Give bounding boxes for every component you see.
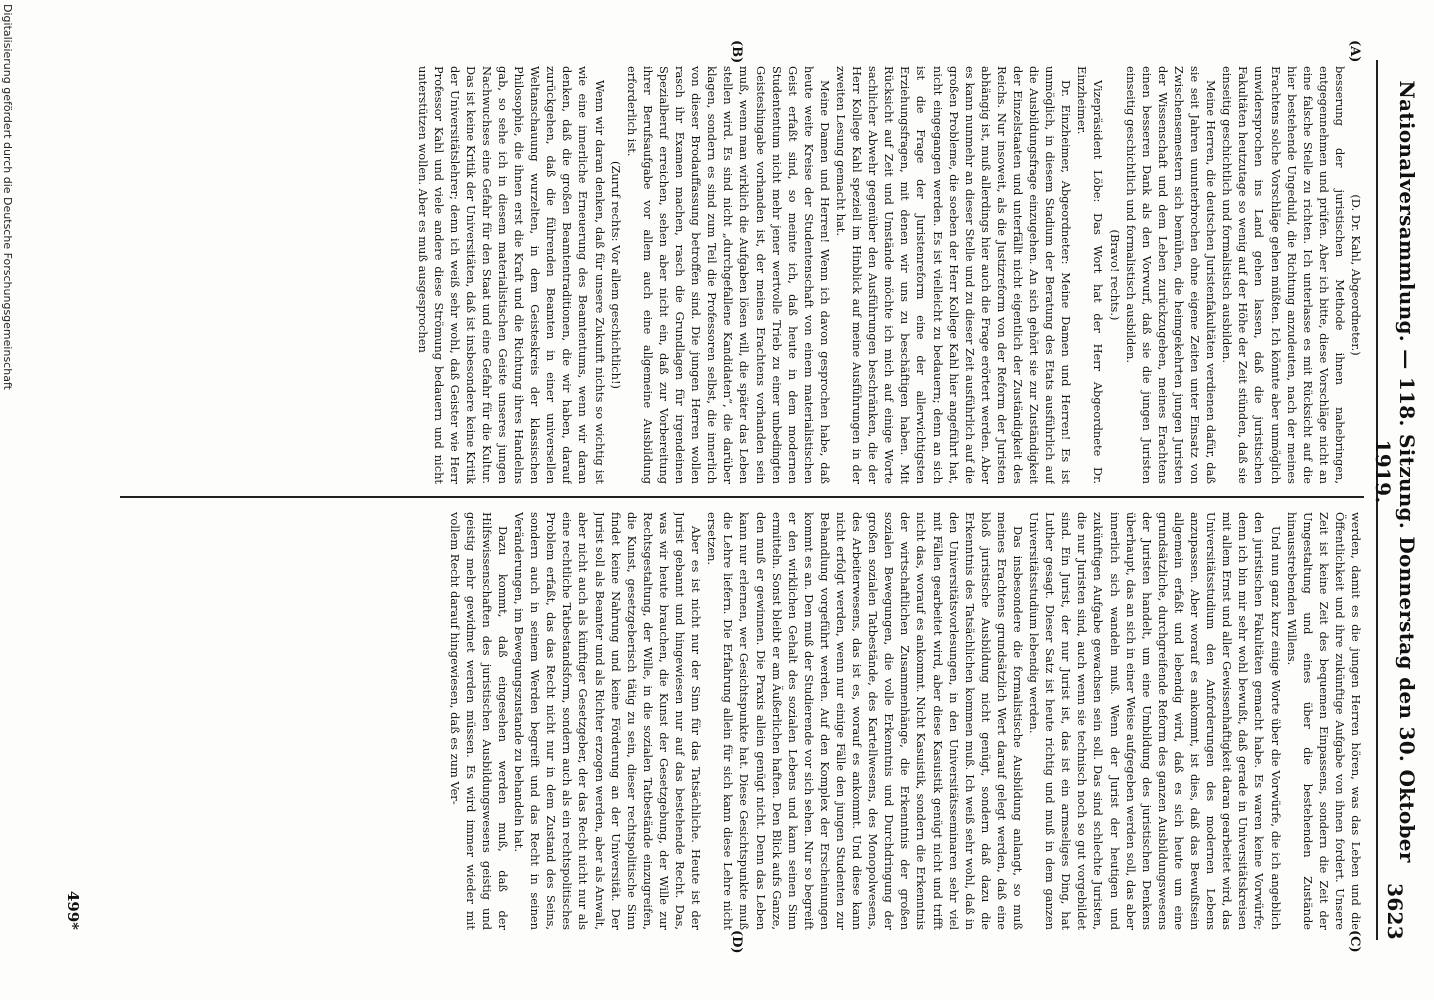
left-text-column [100,66,1364,484]
margin-marker-c: (C) [1347,930,1362,953]
right-text-column [100,512,1364,930]
page-number: 3623 [1383,883,1407,940]
interjection-zuruf: (Zuruf rechts: Vor allem geschichtlich!) [608,161,623,389]
left-paragraph-vizepraesident: Vizepräsident Löbe: Das Wort hat der Herr Abgeordnete Dr. Einzheimer. [1075,66,1106,484]
right-paragraph-3: Das insbesondere die formalistische Ausbildung anlangt, so muß meines Erachtens grundsätzlich Wert darauf gelegt werden, daß eine bloß juristische Ausbildung nicht genügt, sondern daß dazu die Erkenntnis des Tatsächlichen kommen muß. Ich weiß sehr wohl, daß in den Universitätsvorlesungen, in den Universitätsseminaren sehr viel mit Fällen gearbeitet wird, aber diese Kasuistik genügt nicht und trifft nicht das, worauf es ankommt. Nicht Kasuistik, sondern die Erkenntnis der wirtschaftlichen Zusammenhänge, die Erkenntnis der großen sozialen Bewegungen, die volle Erkenntnis und Durchdringung der großen sozialen Tatbestände, des Kartellwesens, des Monopolwesens, des Arbeiterwesens, das ist es, worauf es ankommt. Und diese kann nicht erfolgt werden, wenn nur einige Fälle den jungen Studenten zur Behandlung vorgeführt werden. Auf den Komplex der Erscheinungen kommt es an. Den muß der Studierende vor sich sehen. Nur so begreift er den wirklichen Gehalt des sozialen Lebens und kann seinen Sinn ermitteln. Sonst bleibt er am Äußerlichen haften. Den Blick aufs Ganze, den muß er gewinnen. Die Praxis allein genügt nicht. Denn das Leben kann nur erlernen, wer Gesichtspunkte hat. Diese Gesichtspunkte muß die Lehre liefern. Die Erfahrung allein für sich kann diese Lehre nicht ersetzen. [705,512,1026,930]
left-paragraph-8: Wenn wir daran denken, daß für unsere Zukunft nichts so wichtig ist wie eine innerliche Erneuerung des Beamtentums, wenn wir daran denken, daß die großen Beamtentraditionen, die wir haben, darauf zurückgehen, daß die führenden Beamten in einer universellen Weltanschauung wurzelten, in dem Geisteskreis der klassischen Philosophie, die ihnen erst die Kraft und die Richtung ihres Handelns gab, so sehe ich in diesem materialistischen Geiste unseres jungen Nachwuchses eine Gefahr für den Staat und eine Gefahr für die Kultur. Das ist keine Kritik der Universitäten, daß ist insbesondere keine Kritik der Universitätslehrer; denn ich weiß sehr wohl, daß Geister wie Herr Professor Kahl und viele andere diese Strömung bedauern und nicht unterstützen wollen. Aber es muß ausgesprochen [415,66,607,484]
left-paragraph-2: Meine Herren, die deutschen Juristenfakultäten verdienen dafür, daß sie seit Jahren ununterbrochen ohne eigene Zeiten unter Einsatz von Zwischensemestern sich bemühen, die heimgekehrten jungen Juristen der Wissenschaft und dem Leben zurückzugeben, meines Erachtens einen besseren Dank als den Vorwurf, daß sie die jungen Juristen einseitig geschichtlich und formalistisch ausbilden. [1123,66,1219,484]
right-paragraph-1: werden, damit es die jungen Herren hören, was das Leben und die Öffentlichkeit und ihre zukünftige Aufgabe von ihnen fordert. Unsere Zeit ist keine Zeit des bequemen Einpassens, sondern die Zeit der Umgestaltung und eines über die bestehenden Zustände hinausstrebenden Willens. [1284,512,1363,930]
margin-marker-d: (D) [729,930,744,954]
margin-marker-a: (A) [1347,40,1362,63]
right-paragraph-2: Und nun ganz kurz einige Worte über die Vorwürfe, die ich angeblich den juristischen Fakultäten gemacht habe. Es waren keine Vorwürfe; denn ich bin mir sehr wohl bewußt, daß gerade in Universitätskreisen mit allem Ernst und aller Gewissenhaftigkeit daran gearbeitet wird, das Universitätsstudium den Anforderungen des modernen Lebens anzupassen. Aber worauf es ankommt, ist dies, daß das Bewußtsein allgemein erfaßt und lebendig wird, daß es sich heute um eine grundsätzliche, durchgreifende Reform des ganzen Ausbildungswesens der Juristen handelt, um eine Umbildung des juristischen Denkens überhaupt, das an sich in einer Weise aufgegeben werden soll, das aber innerlich sich wandeln muß. Wenn der Jurist der heutigen und zukünftigen Aufgabe gewachsen sein soll. Das sind schlechte Juristen, die nur Juristen sind, auch wenn sie technisch noch so gut vorgebildet sind. Ein Jurist, der nur Jurist ist, das ist ein armseliges Ding, hat Luther gesagt. Dieser Satz ist heute richtig und muß in dem ganzen Universitätsstudium lebendig werden. [1027,512,1283,930]
left-paragraph-einzheimer: Dr. Einzheimer, Abgeordneter: Meine Damen und Herren! Es ist unmöglich, in diesem Stadium der Beratung des Etats ausführlich auf die Ausbildungsfrage einzugehen. An sich gehört sie zur Zuständigkeit der Einzelstaaten und unterfällt nicht eigentlich der Zuständigkeit des Reichs. Nur insoweit, als die Justizreform von der Reform der Juristen abhängig ist, muß allerdings hier auch die Frage erörtert werden. Aber es kann nunmehr an dieser Stelle und zu dieser Zeit ausführlich auf die großen Probleme, die soeben der Herr Kollege Kahl hier angeführt hat, nicht eingegangen werden. Es ist vielleicht zu bedauern; denn an sich ist die Frage der Juristenreform eine der allerwichtigsten Erziehungsfragen, mit denen wir uns zu beschäftigen haben. Mit Rücksicht auf Zeit und Umstände möchte ich mich auf einige Worte sachlicher Abwehr gegenüber den Ausführungen beschränken, die der Herr Kollege Kahl speziell im Hinblick auf meine Ausführungen in der zweiten Lesung gemacht hat. [834,66,1074,484]
page-header-title: Nationalversammlung. — 118. Sitzung. Donnerstag den 30. Oktober 1919. [1371,80,1419,863]
column-divider [120,496,1364,498]
right-paragraph-5: Dazu kommt, daß eingesehen werden muß, daß der Hilfswissenschaften des juristischen Ausbildungswesens geistig und geistig mehr gewidmet werden müssen. Es wird immer wieder mit vollem Recht darauf hingewiesen, daß es zum Ver- [447,512,511,930]
margin-marker-b: (B) [729,40,744,64]
digitization-credit: Digitalisierung gefördert durch die Deutsche Forschungsgemeinschaft [1,4,14,390]
left-paragraph-6: Meine Damen und Herren! Wenn ich davon gesprochen habe, daß heute weite Kreise der Studentenschaft von einem materialistischen Geist erfaßt sind, so meinte ich, daß heute in dem modernen Studententum nicht mehr jener wertvolle Trieb zu einer unbedingten Geisteshingabe vorhanden ist, der meines Erachtens vorhanden sein muß, wenn man wirklich die Aufgaben lösen will, die später das Leben stellen wird. Es sind nicht „durchgefallene Kandidaten“, die darüber klagen, sondern es sind zum Teil die Professoren selbst, die innerlich von dieser Brodauffassung betroffen sind. Die jungen Herren wollen rasch ihr Examen machen, rasch die Grundlagen für irgendeinen Spezialberuf erreichen, sehen aber nicht ein, daß zur Vorbereitung ihrer Berufsaufgabe vor allem auch eine allgemeine Ausbildung erforderlich ist. [624,66,832,484]
speaker-tag: (D. Dr. Kahl, Abgeordneter.) [1349,194,1363,356]
right-paragraph-4: Aber es ist nicht nur der Sinn für das Tatsächliche. Heute ist der Jurist gebannt und hingewiesen nur auf das bestehende Recht. Das, was wir heute brauchen, die Kunst der Gesetzgebung, der Wille zur Rechtsgestaltung, der Wille, in die sozialen Tatbestände einzugreifen, die Kunst, gesetzgeberisch tätig zu sein, dieser rechtspolitische Sinn findet keine Nahrung und keine Förderung an der Universität. Der Jurist soll als Beamter und als Richter erzogen werden, aber als Anwalt, aber nicht auch als künftiger Gesetzgeber, der das Recht nicht nur als eine rechtliche Tatbestandsform, sondern auch als ein rechtspolitisches Problem erfaßt, das das Recht nicht nur in dem Zustand des Seins, sondern auch in seinem Werden begreift und das Recht in seinen Veränderungen, im Bewegungszustande zu behandeln hat. [512,512,704,930]
interjection-bravo: (Bravo! rechts.) [1107,229,1122,321]
page-header [1371,60,1419,940]
footer-sheet-number: 499* [64,890,82,930]
left-paragraph-1: besserung der juristischen Methode ihnen nahebringen, entgegennehmen und prüfen. Aber ich bitte, diese Vorschläge nicht an eine falsche Stelle zu richten. Ich unterlasse es mit Rücksicht auf die hier bestehende Ungeduld, die Richtung anzudeuten, nach der meines Erachtens solche Vorschläge gehen müßten. Ich könnte aber unmöglich unwidersprochen ins Land gehen lassen, daß die juristischen Fakultäten heutzutage so wenig auf der Höhe der Zeit stünden, daß sie einseitig geschichtlich und formalistisch ausbilden. [1220,66,1347,484]
